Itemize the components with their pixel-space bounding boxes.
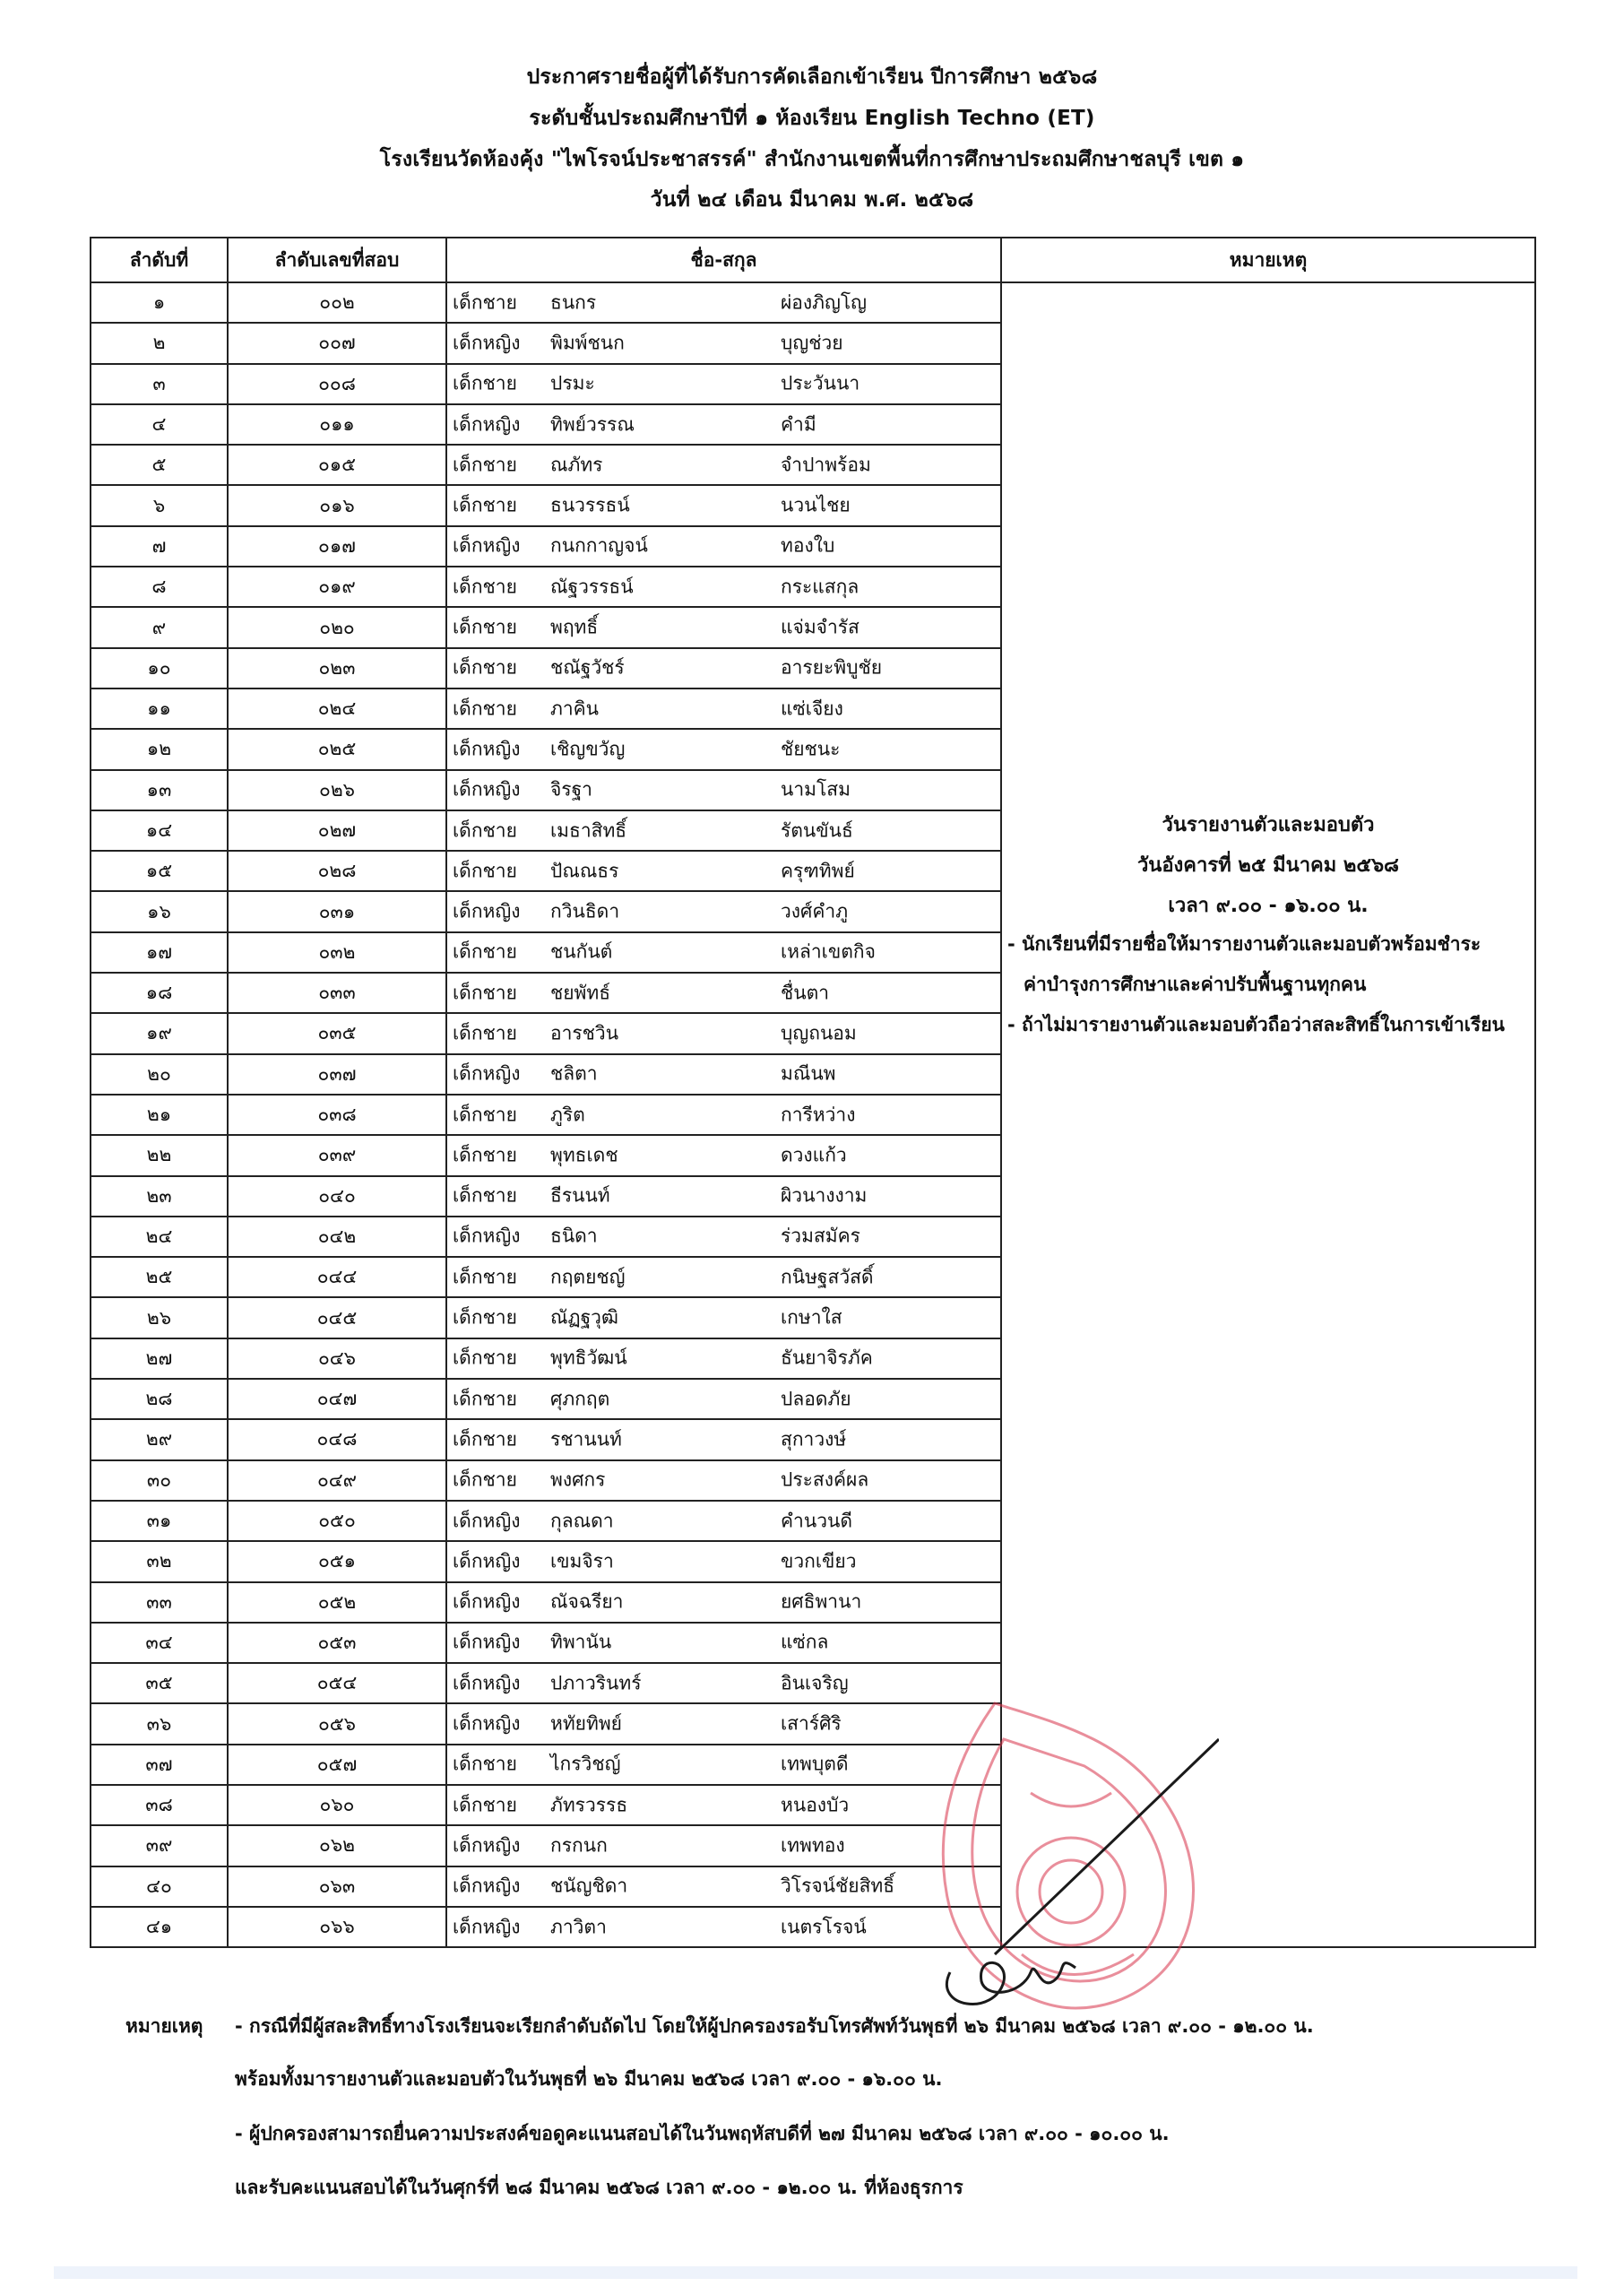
student-name-cell [446,1338,1001,1379]
student-name-cell [446,1501,1001,1541]
exam-number: ๐๒๗ [228,810,446,851]
school-seal-and-signature [896,1685,1219,2026]
exam-number: ๐๒๐ [228,607,446,647]
last-name: จำปาพร้อม [781,454,871,476]
name-title: เด็กชาย [453,1306,517,1329]
order-number: ๙ [91,607,228,647]
student-name-cell [446,567,1001,607]
last-name: เสาร์ศิริ [781,1712,842,1735]
exam-number: ๐๐๘ [228,364,446,404]
name-title: เด็กชาย [453,1104,517,1126]
order-number: ๒๕ [91,1257,228,1297]
exam-number: ๐๕๑ [228,1541,446,1581]
student-name-cell [446,1054,1001,1095]
name-title: เด็กชาย [453,1266,517,1288]
column-header-exam-number: ลำดับเลขที่สอบ [228,238,446,282]
first-name: รชานนท์ [550,1428,622,1451]
report-day-time: เวลา ๙.๐๐ - ๑๖.๐๐ น. [1168,895,1369,917]
first-name: กุลณดา [550,1510,614,1532]
column-header-order: ลำดับที่ [91,238,228,282]
student-name-cell [446,648,1001,688]
last-name: ร่วมสมัคร [781,1225,860,1247]
first-name: อารชวิน [550,1022,619,1044]
name-title: เด็กชาย [453,1184,517,1207]
exam-number: ๐๔๗ [228,1379,446,1419]
last-name: ครุฑทิพย์ [781,860,855,882]
order-number: ๗ [91,526,228,567]
order-number: ๔ [91,404,228,445]
student-name-cell [446,1623,1001,1663]
order-number: ๑๔ [91,810,228,851]
order-number: ๒๑ [91,1095,228,1135]
exam-number: ๐๕๐ [228,1501,446,1541]
remark-note-1a: - นักเรียนที่มีรายชื่อให้มารายงานตัวและมอบตัวพร้อมชำระ [1007,933,1481,955]
order-number: ๒๙ [91,1419,228,1459]
name-title: เด็กหญิง [453,778,521,801]
first-name: ณัฏฐวุฒิ [550,1306,618,1329]
first-name: พุทธเดช [550,1144,618,1166]
last-name: บุญช่วย [781,332,843,354]
exam-number: ๐๓๙ [228,1135,446,1175]
exam-number: ๐๑๖ [228,485,446,525]
student-name-cell [446,1217,1001,1257]
exam-number: ๐๐๗ [228,323,446,363]
exam-number: ๐๓๓ [228,973,446,1013]
exam-number: ๐๒๘ [228,851,446,891]
order-number: ๒๔ [91,1217,228,1257]
name-title: เด็กชาย [453,1144,517,1166]
order-number: ๓๙ [91,1825,228,1866]
first-name: เชิญขวัญ [550,738,626,760]
exam-number: ๐๔๖ [228,1338,446,1379]
first-name: พงศกร [550,1468,606,1491]
order-number: ๓๐ [91,1460,228,1501]
name-title: เด็กชาย [453,819,517,841]
first-name: ภาวิตา [550,1916,607,1938]
student-name-cell [446,364,1001,404]
last-name: นวนไชย [781,494,851,516]
last-name: อารยะพิบูชัย [781,656,882,679]
name-title: เด็กชาย [453,494,517,516]
student-name-cell [446,891,1001,931]
student-name-cell [446,1419,1001,1459]
exam-number: ๐๑๙ [228,567,446,607]
name-title: เด็กชาย [453,372,517,394]
last-name: วิโรจน์ชัยสิทธิ์ [781,1875,895,1897]
exam-number: ๐๑๗ [228,526,446,567]
scan-edge-band [54,2266,1577,2279]
name-title: เด็กหญิง [453,1712,521,1735]
footer-note-line-3: - ผู้ปกครองสามารถยื่นความประสงค์ขอดูคะแนนสอบได้ในวันพฤหัสบดีที่ ๒๗ มีนาคม ๒๕๖๘ เวลา ๙.๐๐ - ๑๐.๐๐ น. [235,2123,1170,2144]
student-name-cell [446,973,1001,1013]
student-name-cell [446,770,1001,810]
order-number: ๔๐ [91,1866,228,1907]
first-name: ภัทรวรรธ [550,1794,628,1816]
order-number: ๒๗ [91,1338,228,1379]
order-number: ๒๖ [91,1297,228,1338]
column-header-remarks: หมายเหตุ [1001,238,1535,282]
first-name: ภาคิน [550,697,600,720]
exam-number: ๐๔๙ [228,1460,446,1501]
name-title: เด็กหญิง [453,1834,521,1857]
first-name: ณัฐวรรธน์ [550,576,634,598]
order-number: ๓ [91,364,228,404]
signature-icon [946,1739,1219,2004]
order-number: ๓๓ [91,1582,228,1623]
exam-number: ๐๓๘ [228,1095,446,1135]
name-title: เด็กหญิง [453,738,521,760]
exam-number: ๐๖๐ [228,1785,446,1825]
last-name: ผิวนางงาม [781,1184,868,1207]
name-title: เด็กชาย [453,656,517,679]
order-number: ๒๘ [91,1379,228,1419]
name-title: เด็กชาย [453,1794,517,1816]
order-number: ๒๓ [91,1176,228,1217]
exam-number: ๐๓๒ [228,932,446,973]
student-name-cell [446,282,1001,323]
first-name: ธีรนนท์ [550,1184,610,1207]
first-name: ณัจฉรียา [550,1590,624,1613]
order-number: ๑๘ [91,973,228,1013]
first-name: ชยพัทธ์ [550,982,611,1004]
name-title: เด็กหญิง [453,1916,521,1938]
last-name: เทพบุตดี [781,1753,849,1775]
last-name: แซ่กล [781,1631,829,1653]
announcement-title: ประกาศรายชื่อผู้ที่ได้รับการคัดเลือกเข้าเรียน ปีการศึกษา ๒๕๖๘ [526,65,1098,89]
exam-number: ๐๕๗ [228,1745,446,1785]
order-number: ๓๖ [91,1703,228,1744]
order-number: ๖ [91,485,228,525]
last-name: ผ่องภิญโญ [781,291,868,314]
order-number: ๓๘ [91,1785,228,1825]
student-name-cell [446,1379,1001,1419]
footer-note-line-4: และรับคะแนนสอบได้ในวันศุกร์ที่ ๒๘ มีนาคม ๒๕๖๘ เวลา ๙.๐๐ - ๑๒.๐๐ น. ที่ห้องธุรการ [235,2177,963,2198]
last-name: ประวันนา [781,372,860,394]
last-name: สุกาวงษ์ [781,1428,847,1451]
name-title: เด็กหญิง [453,1631,521,1653]
report-day-heading: วันรายงานตัวและมอบตัว [1162,814,1375,836]
last-name: ธันยาจิรภัค [781,1347,873,1369]
student-name-cell [446,851,1001,891]
first-name: ศุภกฤต [550,1388,610,1410]
order-number: ๒๒ [91,1135,228,1175]
name-title: เด็กหญิง [453,534,521,557]
remark-note-1b: ค่าบำรุงการศึกษาและค่าปรับพื้นฐานทุกคน [1024,974,1367,995]
last-name: เนตรโรจน์ [781,1916,867,1938]
first-name: ปภาวรินทร์ [550,1672,642,1694]
name-title: เด็กชาย [453,454,517,476]
first-name: เขมจิรา [550,1550,614,1572]
name-title: เด็กหญิง [453,1672,521,1694]
last-name: มณีนพ [781,1062,836,1085]
exam-number: ๐๒๖ [228,770,446,810]
first-name: ทิพานัน [550,1631,612,1653]
last-name: รัตนขันธ์ [781,819,853,841]
exam-number: ๐๐๒ [228,282,446,323]
order-number: ๑ [91,282,228,323]
column-header-name: ชื่อ-สกุล [446,238,1001,282]
name-title: เด็กหญิง [453,900,521,922]
announcement-date: วันที่ ๒๔ เดือน มีนาคม พ.ศ. ๒๕๖๘ [650,188,974,212]
order-number: ๓๒ [91,1541,228,1581]
student-name-cell [446,729,1001,769]
exam-number: ๐๕๖ [228,1703,446,1744]
student-name-cell [446,1013,1001,1053]
last-name: คำนวนดี [781,1510,852,1532]
footer-note-line-1: - กรณีที่มีผู้สละสิทธิ์ทางโรงเรียนจะเรียกลำดับถัดไป โดยให้ผู้ปกครองรอรับโทรศัพท์วันพุธที่ ๒๖ มีนาคม ๒๕๖๘ เวลา ๙.๐๐ - ๑๒.๐๐ น. [235,2015,1314,2037]
order-number: ๓๔ [91,1623,228,1663]
order-number: ๒ [91,323,228,363]
student-name-cell [446,445,1001,485]
name-title: เด็กชาย [453,982,517,1004]
first-name: หทัยทิพย์ [550,1712,622,1735]
student-name-cell [446,1135,1001,1175]
student-name-cell [446,1257,1001,1297]
exam-number: ๐๒๕ [228,729,446,769]
student-name-cell [446,1095,1001,1135]
student-name-cell [446,1582,1001,1623]
first-name: ธนวรรธน์ [550,494,630,516]
first-name: กวินธิดา [550,900,620,922]
order-number: ๘ [91,567,228,607]
exam-number: ๐๖๓ [228,1866,446,1907]
student-name-cell [446,1297,1001,1338]
report-day-date: วันอังคารที่ ๒๕ มีนาคม ๒๕๖๘ [1136,854,1400,877]
order-number: ๒๐ [91,1054,228,1095]
exam-number: ๐๔๒ [228,1217,446,1257]
name-title: เด็กชาย [453,291,517,314]
last-name: ยศธิพานา [781,1590,862,1613]
name-title: เด็กหญิง [453,1875,521,1897]
exam-number: ๐๔๐ [228,1176,446,1217]
name-title: เด็กชาย [453,576,517,598]
order-number: ๑๑ [91,688,228,729]
name-title: เด็กชาย [453,616,517,638]
order-number: ๑๓ [91,770,228,810]
table-row [91,282,1535,323]
student-name-cell [446,526,1001,567]
name-title: เด็กหญิง [453,332,521,354]
first-name: จิรฐา [550,778,592,801]
first-name: ไกรวิชญ์ [550,1753,621,1775]
student-name-cell [446,688,1001,729]
last-name: ประสงค์ผล [781,1468,869,1491]
remark-note-2: - ถ้าไม่มารายงานตัวและมอบตัวถือว่าสละสิทธิ์ในการเข้าเรียน [1007,1014,1505,1035]
last-name: เทพทอง [781,1834,845,1857]
last-name: วงศ์คำภู [781,900,849,922]
name-title: เด็กชาย [453,1022,517,1044]
first-name: ณภัทร [550,454,603,476]
order-number: ๑๕ [91,851,228,891]
exam-number: ๐๔๘ [228,1419,446,1459]
name-title: เด็กหญิง [453,413,521,436]
first-name: ชนกันต์ [550,940,613,963]
name-title: เด็กชาย [453,697,517,720]
last-name: ทองใบ [781,534,835,557]
first-name: ชณัฐวัชร์ [550,656,625,679]
last-name: ชื่นตา [781,982,830,1004]
footer-note-line-2: พร้อมทั้งมารายงานตัวและมอบตัวในวันพุธที่ ๒๖ มีนาคม ๒๕๖๘ เวลา ๙.๐๐ - ๑๖.๐๐ น. [235,2068,943,2090]
last-name: อินเจริญ [781,1672,849,1694]
student-name-cell [446,404,1001,445]
name-title: เด็กชาย [453,940,517,963]
order-number: ๑๒ [91,729,228,769]
first-name: ภูริต [550,1104,585,1126]
class-level-subtitle: ระดับชั้นประถมศึกษาปีที่ ๑ ห้องเรียน English Techno (ET) [529,107,1095,130]
exam-number: ๐๒๔ [228,688,446,729]
last-name: คำมี [781,413,816,436]
student-name-cell [446,1176,1001,1217]
name-title: เด็กหญิง [453,1062,521,1085]
first-name: ทิพย์วรรณ [550,413,635,436]
order-number: ๓๑ [91,1501,228,1541]
name-title: เด็กชาย [453,1468,517,1491]
exam-number: ๐๕๒ [228,1582,446,1623]
name-title: เด็กหญิง [453,1550,521,1572]
student-roster-table [90,237,1536,1948]
first-name: เมธาสิทธิ์ [550,819,627,841]
student-name-cell [446,1460,1001,1501]
last-name: เกษาใส [781,1306,842,1329]
footer-remarks-label: หมายเหตุ [125,2015,203,2037]
order-number: ๑๐ [91,648,228,688]
order-number: ๑๙ [91,1013,228,1053]
order-number: ๓๕ [91,1663,228,1703]
student-name-cell [446,932,1001,973]
student-name-cell [446,323,1001,363]
last-name: หนองบัว [781,1794,850,1816]
first-name: ธนิดา [550,1225,598,1247]
name-title: เด็กหญิง [453,1590,521,1613]
name-title: เด็กหญิง [453,1510,521,1532]
first-name: กฤตยชญ์ [550,1266,626,1288]
last-name: แซ่เจียง [781,697,843,720]
last-name: บุญถนอม [781,1022,857,1044]
order-number: ๓๗ [91,1745,228,1785]
name-title: เด็กชาย [453,1428,517,1451]
last-name: การีหว่าง [781,1104,856,1126]
student-name-cell [446,1541,1001,1581]
name-title: เด็กชาย [453,1388,517,1410]
student-name-cell [446,810,1001,851]
school-name: โรงเรียนวัดห้องคุ้ง "ไพโรจน์ประชาสรรค์" สำนักงานเขตพื้นที่การศึกษาประถมศึกษาชลบุรี เขต ๑ [379,148,1245,171]
student-name-cell [446,607,1001,647]
last-name: ดวงแก้ว [781,1144,847,1166]
last-name: ชัยชนะ [781,738,841,760]
last-name: แจ่มจำรัส [781,616,860,638]
last-name: นามโสม [781,778,851,801]
first-name: กรกนก [550,1834,608,1857]
name-title: เด็กชาย [453,860,517,882]
exam-number: ๐๕๔ [228,1663,446,1703]
table-header-row [91,238,1535,282]
first-name: พุทธิวัฒน์ [550,1347,627,1369]
exam-number: ๐๓๕ [228,1013,446,1053]
order-number: ๕ [91,445,228,485]
exam-number: ๐๕๓ [228,1623,446,1663]
name-title: เด็กชาย [453,1753,517,1775]
name-title: เด็กชาย [453,1347,517,1369]
first-name: ปัณณธร [550,860,619,882]
first-name: ปรมะ [550,372,595,394]
last-name: ขวกเขียว [781,1550,857,1572]
exam-number: ๐๑๕ [228,445,446,485]
exam-number: ๐๓๑ [228,891,446,931]
exam-number: ๐๓๗ [228,1054,446,1095]
exam-number: ๐๔๕ [228,1297,446,1338]
last-name: กระแสกุล [781,576,860,598]
name-title: เด็กหญิง [453,1225,521,1247]
last-name: ปลอดภัย [781,1388,851,1410]
order-number: ๑๗ [91,932,228,973]
last-name: เหล่าเขตกิจ [781,940,876,963]
first-name: ชลิตา [550,1062,598,1085]
first-name: พฤทธิ์ [550,616,599,638]
exam-number: ๐๖๒ [228,1825,446,1866]
first-name: ชนัญชิดา [550,1875,628,1897]
first-name: พิมพ์ชนก [550,332,625,354]
exam-number: ๐๔๔ [228,1257,446,1297]
last-name: กนิษฐสวัสดิ์ [781,1266,874,1288]
first-name: ธนกร [550,291,597,314]
order-number: ๔๑ [91,1907,228,1947]
order-number: ๑๖ [91,891,228,931]
exam-number: ๐๖๖ [228,1907,446,1947]
exam-number: ๐๒๓ [228,648,446,688]
roster-body [91,282,1535,1947]
first-name: กนกกาญจน์ [550,534,648,557]
student-name-cell [446,485,1001,525]
exam-number: ๐๑๑ [228,404,446,445]
